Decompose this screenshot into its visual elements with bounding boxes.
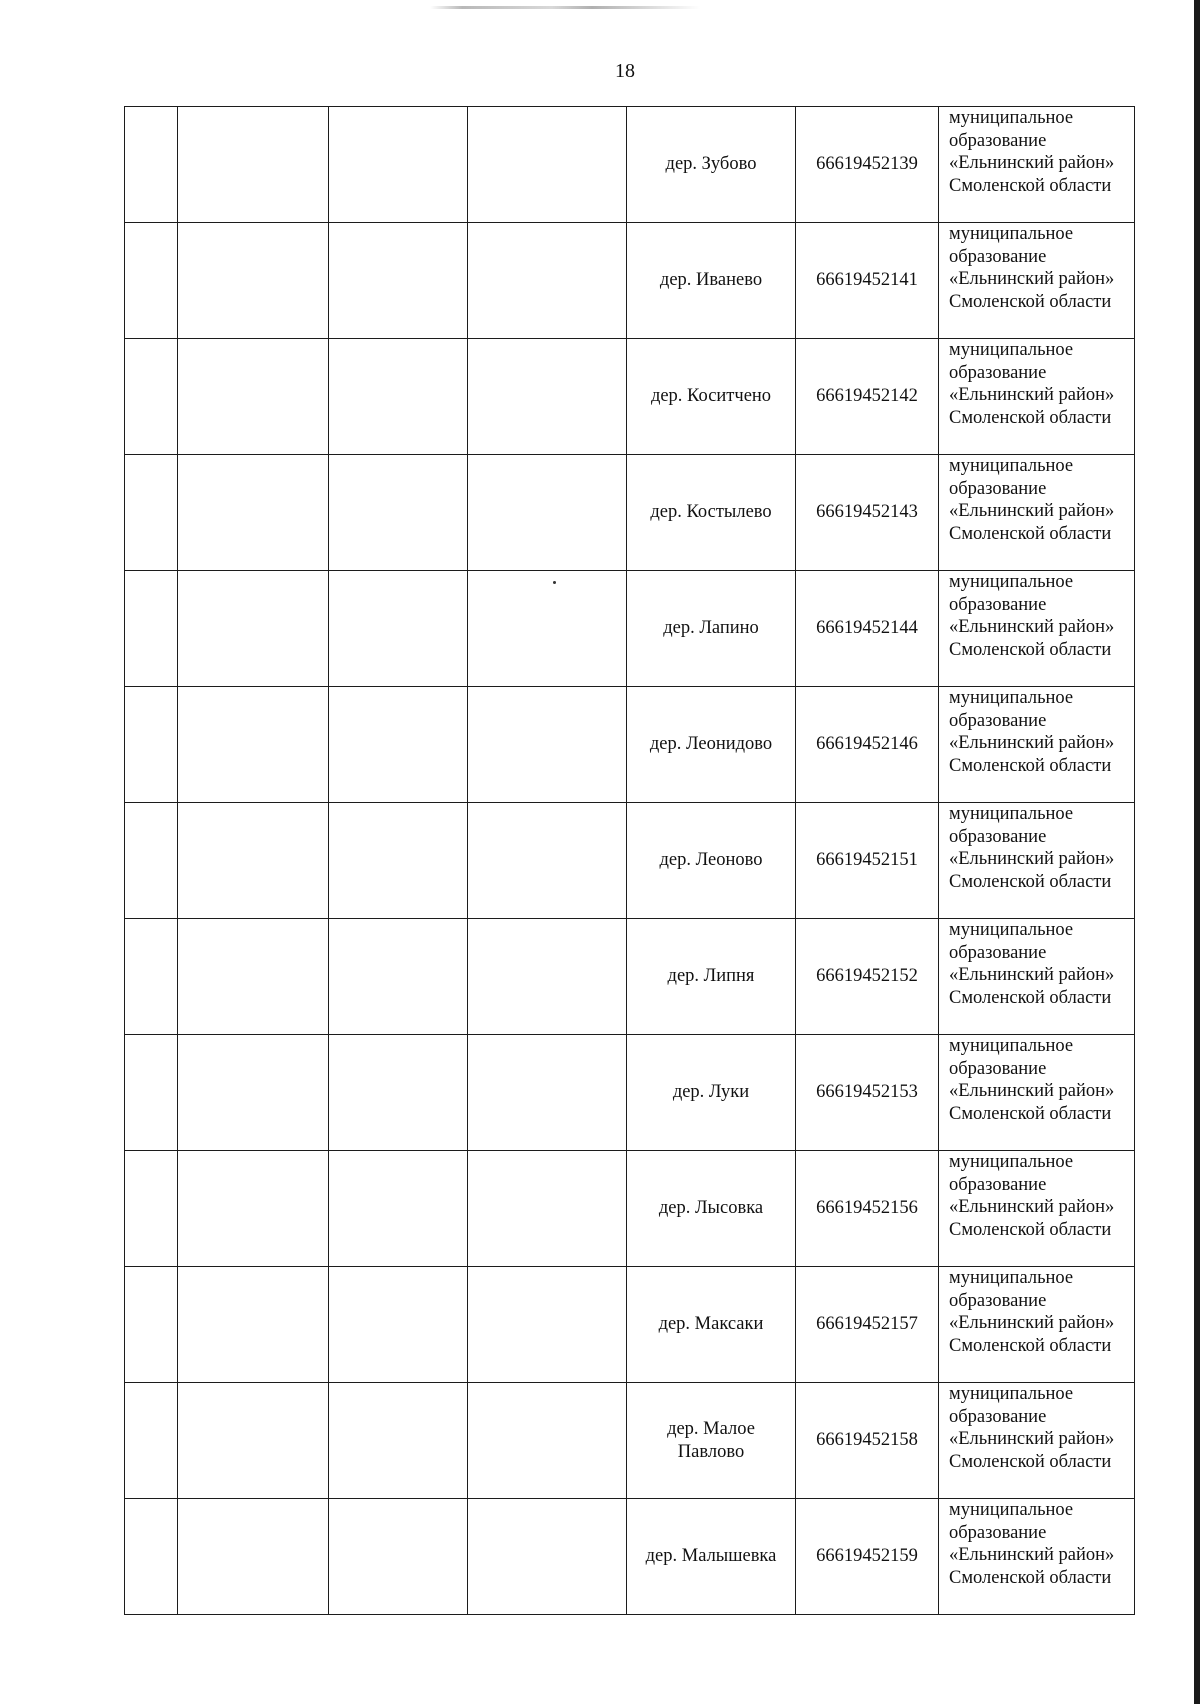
empty-cell xyxy=(468,1499,627,1615)
empty-cell xyxy=(125,1267,178,1383)
settlements-table xyxy=(124,106,1135,1615)
settlement-name-cell: дер. Максаки xyxy=(627,1267,796,1383)
oktmo-code-cell: 66619452153 xyxy=(796,1035,939,1151)
table-row xyxy=(125,1267,1135,1383)
settlement-name-cell: дер. Иванево xyxy=(627,223,796,339)
empty-cell xyxy=(178,1151,329,1267)
oktmo-code-cell: 66619452144 xyxy=(796,571,939,687)
oktmo-code-cell: 66619452141 xyxy=(796,223,939,339)
municipality-cell: муниципальное образование «Ельнинский район» Смоленской области xyxy=(939,1035,1135,1151)
scan-edge xyxy=(1194,0,1200,1704)
empty-cell xyxy=(178,1035,329,1151)
empty-cell xyxy=(178,107,329,223)
table-row xyxy=(125,919,1135,1035)
municipality-cell: муниципальное образование «Ельнинский район» Смоленской области xyxy=(939,803,1135,919)
empty-cell xyxy=(468,803,627,919)
empty-cell xyxy=(329,339,468,455)
oktmo-code-cell: 66619452146 xyxy=(796,687,939,803)
empty-cell xyxy=(329,107,468,223)
empty-cell xyxy=(125,1151,178,1267)
empty-cell xyxy=(468,1151,627,1267)
empty-cell xyxy=(178,1383,329,1499)
empty-cell xyxy=(178,687,329,803)
empty-cell xyxy=(125,1383,178,1499)
oktmo-code-cell: 66619452142 xyxy=(796,339,939,455)
empty-cell xyxy=(178,1267,329,1383)
municipality-cell: муниципальное образование «Ельнинский район» Смоленской области xyxy=(939,1383,1135,1499)
oktmo-code-cell: 66619452143 xyxy=(796,455,939,571)
empty-cell xyxy=(329,1035,468,1151)
empty-cell xyxy=(329,1383,468,1499)
empty-cell xyxy=(468,571,627,687)
municipality-cell: муниципальное образование «Ельнинский район» Смоленской области xyxy=(939,223,1135,339)
oktmo-code-cell: 66619452151 xyxy=(796,803,939,919)
empty-cell xyxy=(329,223,468,339)
table-row xyxy=(125,339,1135,455)
empty-cell xyxy=(329,803,468,919)
empty-cell xyxy=(125,803,178,919)
table-row xyxy=(125,1151,1135,1267)
empty-cell xyxy=(468,1383,627,1499)
empty-cell xyxy=(329,1151,468,1267)
municipality-cell: муниципальное образование «Ельнинский район» Смоленской области xyxy=(939,107,1135,223)
oktmo-code-cell: 66619452157 xyxy=(796,1267,939,1383)
empty-cell xyxy=(178,223,329,339)
empty-cell xyxy=(468,455,627,571)
empty-cell xyxy=(468,107,627,223)
municipality-cell: муниципальное образование «Ельнинский район» Смоленской области xyxy=(939,1499,1135,1615)
settlement-name-cell: дер. Лысовка xyxy=(627,1151,796,1267)
empty-cell xyxy=(329,1267,468,1383)
table-row xyxy=(125,571,1135,687)
empty-cell xyxy=(468,1035,627,1151)
empty-cell xyxy=(468,1267,627,1383)
empty-cell xyxy=(178,919,329,1035)
table-row xyxy=(125,1383,1135,1499)
table-body xyxy=(125,107,1135,1615)
municipality-cell: муниципальное образование «Ельнинский район» Смоленской области xyxy=(939,1267,1135,1383)
settlement-name-cell: дер. Малое Павлово xyxy=(627,1383,796,1499)
table-row xyxy=(125,1035,1135,1151)
municipality-cell: муниципальное образование «Ельнинский район» Смоленской области xyxy=(939,1151,1135,1267)
oktmo-code-cell: 66619452152 xyxy=(796,919,939,1035)
oktmo-code-cell: 66619452139 xyxy=(796,107,939,223)
settlement-name-cell: дер. Коситчено xyxy=(627,339,796,455)
table-row xyxy=(125,687,1135,803)
settlement-name-cell: дер. Костылево xyxy=(627,455,796,571)
municipality-cell: муниципальное образование «Ельнинский район» Смоленской области xyxy=(939,687,1135,803)
empty-cell xyxy=(329,687,468,803)
municipality-cell: муниципальное образование «Ельнинский район» Смоленской области xyxy=(939,571,1135,687)
empty-cell xyxy=(125,455,178,571)
oktmo-code-cell: 66619452159 xyxy=(796,1499,939,1615)
municipality-cell: муниципальное образование «Ельнинский район» Смоленской области xyxy=(939,919,1135,1035)
settlement-name-cell: дер. Зубово xyxy=(627,107,796,223)
oktmo-code-cell: 66619452156 xyxy=(796,1151,939,1267)
empty-cell xyxy=(125,919,178,1035)
oktmo-code-cell: 66619452158 xyxy=(796,1383,939,1499)
table-row xyxy=(125,455,1135,571)
page-number: 18 xyxy=(615,60,635,82)
empty-cell xyxy=(468,687,627,803)
empty-cell xyxy=(178,339,329,455)
municipality-cell: муниципальное образование «Ельнинский район» Смоленской области xyxy=(939,339,1135,455)
empty-cell xyxy=(125,571,178,687)
empty-cell xyxy=(178,1499,329,1615)
empty-cell xyxy=(329,571,468,687)
empty-cell xyxy=(329,919,468,1035)
empty-cell xyxy=(329,1499,468,1615)
table-row xyxy=(125,1499,1135,1615)
table-row xyxy=(125,803,1135,919)
empty-cell xyxy=(178,571,329,687)
table-row xyxy=(125,107,1135,223)
settlement-name-cell: дер. Липня xyxy=(627,919,796,1035)
scan-artifact xyxy=(430,6,700,9)
empty-cell xyxy=(468,223,627,339)
empty-cell xyxy=(125,687,178,803)
municipality-cell: муниципальное образование «Ельнинский район» Смоленской области xyxy=(939,455,1135,571)
empty-cell xyxy=(125,1499,178,1615)
settlement-name-cell: дер. Лапино xyxy=(627,571,796,687)
empty-cell xyxy=(125,107,178,223)
empty-cell xyxy=(468,339,627,455)
empty-cell xyxy=(178,455,329,571)
settlement-name-cell: дер. Луки xyxy=(627,1035,796,1151)
table-row xyxy=(125,223,1135,339)
empty-cell xyxy=(468,919,627,1035)
settlement-name-cell: дер. Леонидово xyxy=(627,687,796,803)
settlement-name-cell: дер. Леоново xyxy=(627,803,796,919)
empty-cell xyxy=(178,803,329,919)
settlement-name-cell: дер. Малышевка xyxy=(627,1499,796,1615)
empty-cell xyxy=(125,223,178,339)
empty-cell xyxy=(125,1035,178,1151)
empty-cell xyxy=(125,339,178,455)
empty-cell xyxy=(329,455,468,571)
